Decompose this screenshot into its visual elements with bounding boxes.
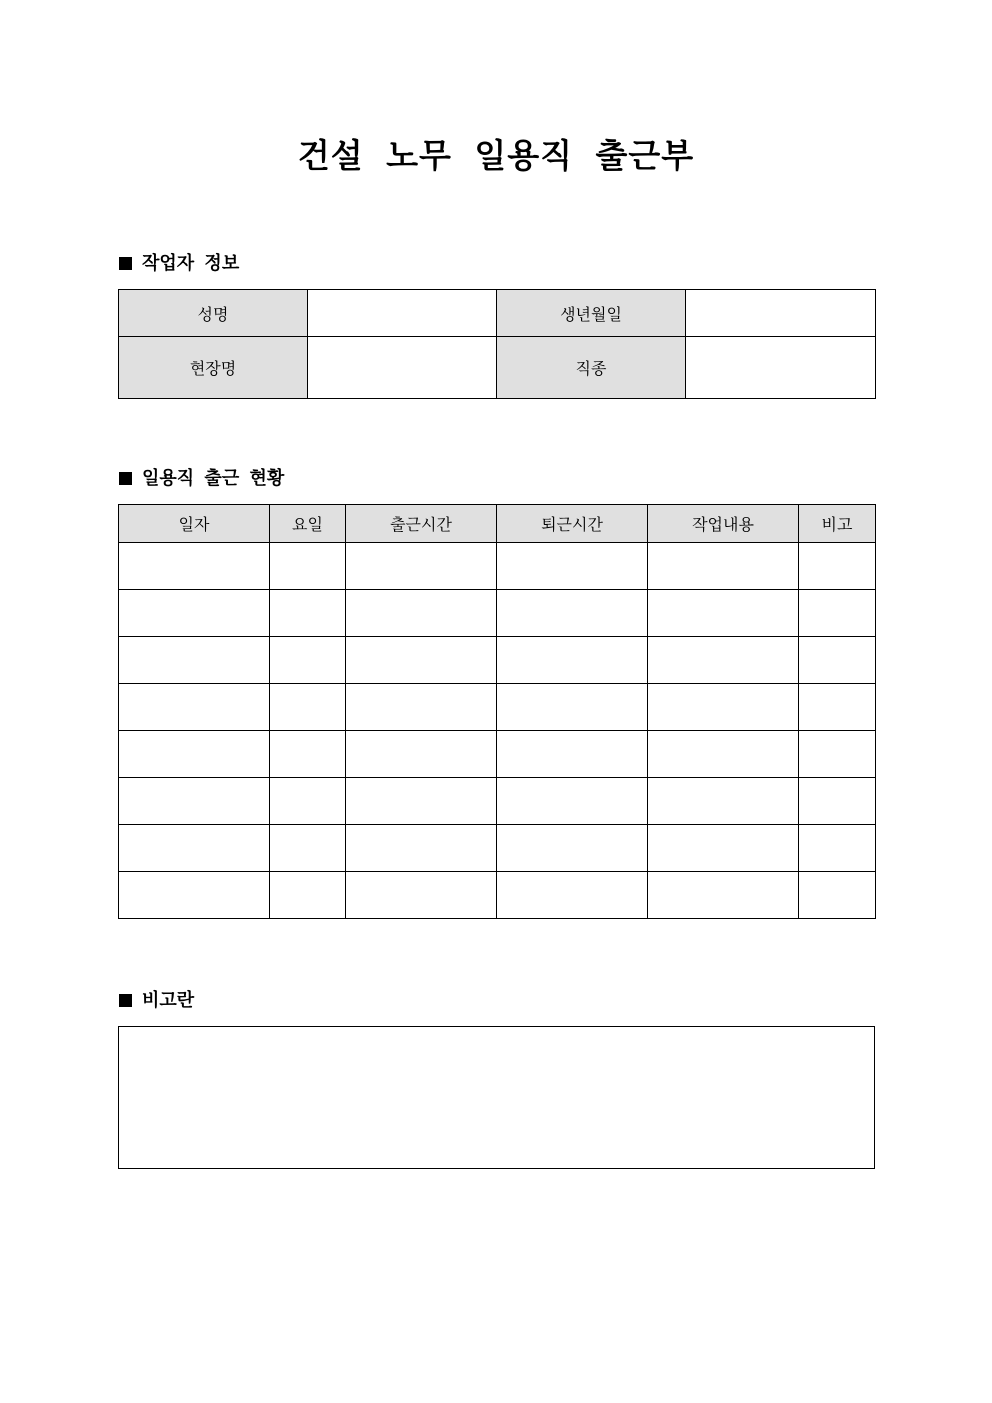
- job-type-field[interactable]: [686, 337, 876, 399]
- date-cell[interactable]: [119, 684, 270, 731]
- site-name-label: 현장명: [119, 337, 308, 399]
- work-content-cell[interactable]: [648, 684, 799, 731]
- notes-cell[interactable]: [799, 872, 876, 919]
- column-header-notes: 비고: [799, 505, 876, 543]
- work-content-cell[interactable]: [648, 590, 799, 637]
- clock-out-cell[interactable]: [497, 731, 648, 778]
- remarks-heading: [119, 989, 194, 1013]
- work-content-cell[interactable]: [648, 872, 799, 919]
- notes-cell[interactable]: [799, 684, 876, 731]
- date-cell[interactable]: [119, 778, 270, 825]
- work-content-cell[interactable]: [648, 825, 799, 872]
- weekday-cell[interactable]: [270, 872, 346, 919]
- clock-in-cell[interactable]: [346, 590, 497, 637]
- birthdate-label: 생년월일: [497, 290, 686, 337]
- weekday-cell[interactable]: [270, 825, 346, 872]
- birthdate-field[interactable]: [686, 290, 876, 337]
- column-header-work-content: 작업내용: [648, 505, 799, 543]
- work-content-cell[interactable]: [648, 543, 799, 590]
- work-content-cell[interactable]: [648, 637, 799, 684]
- remarks-heading-text: 비고란: [142, 990, 195, 1011]
- column-header-weekday: 요일: [270, 505, 346, 543]
- date-cell[interactable]: [119, 825, 270, 872]
- attendance-heading: [119, 467, 284, 491]
- weekday-cell[interactable]: [270, 778, 346, 825]
- clock-out-cell[interactable]: [497, 872, 648, 919]
- table-row: [119, 731, 876, 778]
- clock-out-cell[interactable]: [497, 825, 648, 872]
- table-row: [119, 637, 876, 684]
- clock-in-cell[interactable]: [346, 684, 497, 731]
- table-row: [119, 543, 876, 590]
- document-title: 건설 노무 일용직 출근부: [297, 136, 695, 175]
- notes-cell[interactable]: [799, 778, 876, 825]
- date-cell[interactable]: [119, 637, 270, 684]
- date-cell[interactable]: [119, 590, 270, 637]
- notes-cell[interactable]: [799, 731, 876, 778]
- column-header-date: 일자: [119, 505, 270, 543]
- weekday-cell[interactable]: [270, 590, 346, 637]
- table-row: [119, 825, 876, 872]
- notes-cell[interactable]: [799, 543, 876, 590]
- name-label: 성명: [119, 290, 308, 337]
- worker-info-table: [118, 289, 876, 399]
- square-bullet-icon: [119, 994, 132, 1007]
- remarks-field[interactable]: [118, 1026, 875, 1169]
- date-cell[interactable]: [119, 543, 270, 590]
- date-cell[interactable]: [119, 731, 270, 778]
- notes-cell[interactable]: [799, 825, 876, 872]
- clock-in-cell[interactable]: [346, 543, 497, 590]
- worker-info-heading: [119, 252, 239, 276]
- clock-in-cell[interactable]: [346, 872, 497, 919]
- site-name-field[interactable]: [308, 337, 497, 399]
- clock-out-cell[interactable]: [497, 590, 648, 637]
- notes-cell[interactable]: [799, 590, 876, 637]
- clock-out-cell[interactable]: [497, 637, 648, 684]
- date-cell[interactable]: [119, 872, 270, 919]
- table-row: [119, 872, 876, 919]
- worker-info-heading-text: 작업자 정보: [142, 253, 240, 274]
- table-row: [119, 684, 876, 731]
- clock-out-cell[interactable]: [497, 543, 648, 590]
- weekday-cell[interactable]: [270, 684, 346, 731]
- table-row: [119, 590, 876, 637]
- weekday-cell[interactable]: [270, 637, 346, 684]
- clock-in-cell[interactable]: [346, 825, 497, 872]
- clock-out-cell[interactable]: [497, 778, 648, 825]
- column-header-clock-out: 퇴근시간: [497, 505, 648, 543]
- attendance-heading-text: 일용직 출근 현황: [142, 468, 285, 489]
- square-bullet-icon: [119, 472, 132, 485]
- clock-out-cell[interactable]: [497, 684, 648, 731]
- name-field[interactable]: [308, 290, 497, 337]
- table-row: [119, 778, 876, 825]
- attendance-table: [118, 504, 876, 919]
- notes-cell[interactable]: [799, 637, 876, 684]
- job-type-label: 직종: [497, 337, 686, 399]
- clock-in-cell[interactable]: [346, 731, 497, 778]
- square-bullet-icon: [119, 257, 132, 270]
- work-content-cell[interactable]: [648, 731, 799, 778]
- clock-in-cell[interactable]: [346, 778, 497, 825]
- work-content-cell[interactable]: [648, 778, 799, 825]
- weekday-cell[interactable]: [270, 731, 346, 778]
- column-header-clock-in: 출근시간: [346, 505, 497, 543]
- clock-in-cell[interactable]: [346, 637, 497, 684]
- weekday-cell[interactable]: [270, 543, 346, 590]
